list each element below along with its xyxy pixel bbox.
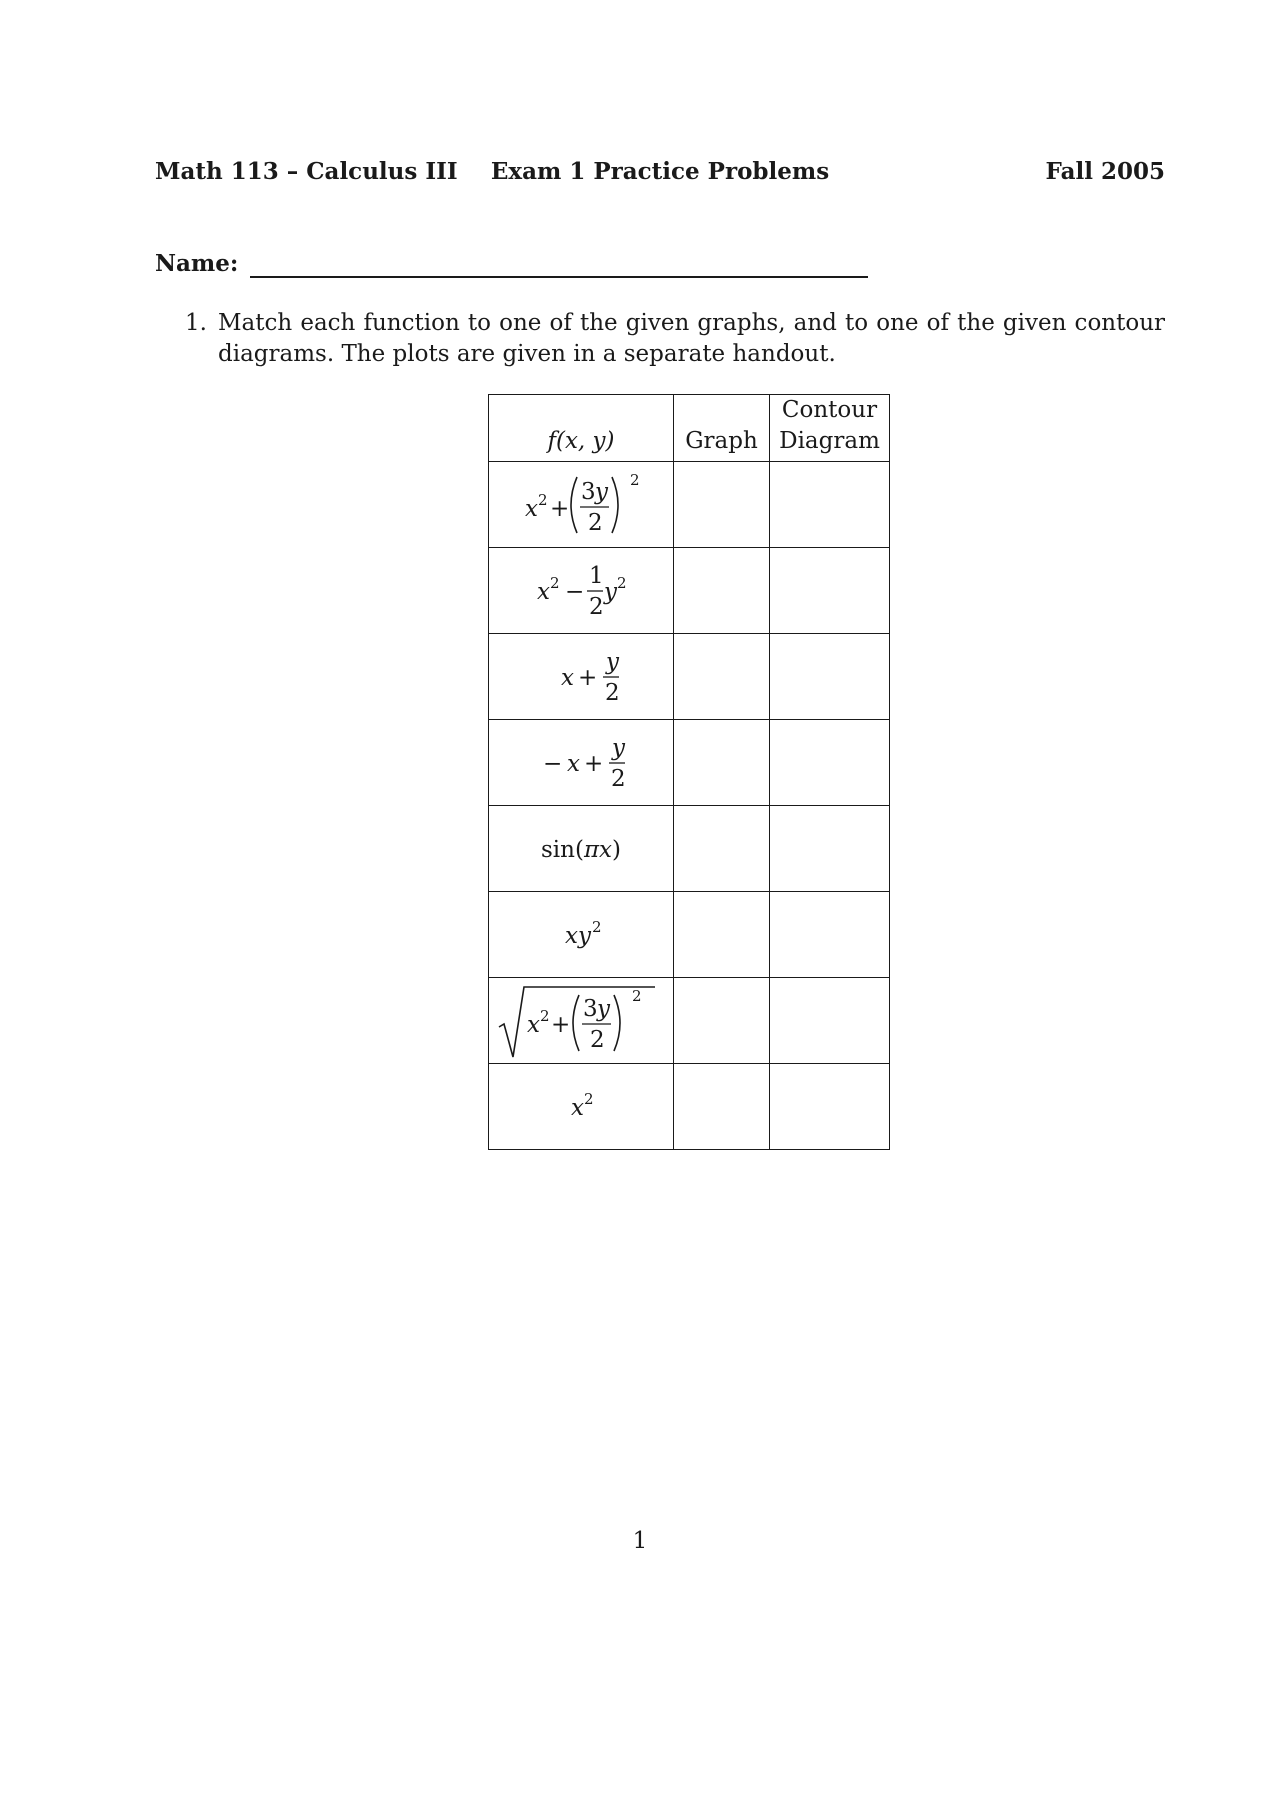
table-row (489, 462, 890, 548)
svg-text:2: 2 (617, 573, 627, 592)
svg-text:2: 2 (630, 470, 640, 489)
course-title: Math 113 – Calculus III (155, 158, 458, 185)
svg-text:+: + (578, 664, 598, 691)
contour-answer-cell[interactable] (770, 978, 890, 1064)
svg-text:x: x (537, 578, 550, 605)
problem-number: 1. (185, 310, 207, 336)
svg-text:2: 2 (590, 1026, 605, 1053)
name-label: Name: (155, 250, 239, 277)
table-row (489, 978, 890, 1064)
svg-text:y: y (612, 734, 625, 761)
formula-row-5 (501, 809, 661, 889)
svg-text:+: + (584, 750, 604, 777)
function-cell (489, 978, 674, 1064)
svg-text:x: x (525, 495, 538, 522)
term-label: Fall 2005 (1045, 158, 1165, 185)
contour-answer-cell[interactable] (770, 806, 890, 892)
svg-text:2: 2 (611, 765, 626, 792)
table-header-row (489, 395, 890, 462)
contour-answer-cell[interactable] (770, 1064, 890, 1150)
graph-answer-cell[interactable] (674, 462, 770, 548)
svg-text:2: 2 (540, 1006, 550, 1025)
formula-row-1 (501, 465, 661, 545)
svg-text:xy: xy (565, 922, 591, 949)
svg-text:y: y (597, 995, 610, 1022)
graph-answer-cell[interactable] (674, 548, 770, 634)
formula-row-3 (501, 637, 661, 717)
formula-row-8 (501, 1067, 661, 1147)
matching-table (488, 394, 890, 1150)
graph-answer-cell[interactable] (674, 720, 770, 806)
svg-text:3: 3 (583, 995, 598, 1022)
graph-answer-cell[interactable] (674, 634, 770, 720)
contour-answer-cell[interactable] (770, 548, 890, 634)
function-cell (489, 462, 674, 548)
function-cell (489, 1064, 674, 1150)
contour-answer-cell[interactable] (770, 720, 890, 806)
svg-text:1: 1 (589, 562, 604, 589)
table-row (489, 806, 890, 892)
svg-text:3: 3 (581, 478, 596, 505)
svg-text:2: 2 (589, 593, 604, 620)
table-row (489, 1064, 890, 1150)
function-cell (489, 548, 674, 634)
function-cell (489, 720, 674, 806)
problem-1 (185, 308, 1165, 370)
svg-text:2: 2 (632, 986, 642, 1005)
svg-text:2: 2 (592, 917, 602, 936)
header-function: f(x, y) (489, 395, 674, 462)
svg-text:+: + (551, 1011, 571, 1038)
header-contour (770, 395, 890, 462)
function-cell (489, 892, 674, 978)
svg-text:+: + (550, 495, 570, 522)
name-field-line[interactable] (250, 276, 868, 278)
formula-row-7 (493, 981, 669, 1061)
formula-row-6 (501, 895, 661, 975)
svg-text:−: − (543, 750, 563, 777)
svg-text:x: x (527, 1011, 540, 1038)
table-row (489, 634, 890, 720)
svg-text:x: x (567, 750, 580, 777)
graph-answer-cell[interactable] (674, 806, 770, 892)
svg-text:y: y (606, 648, 619, 675)
svg-text:−: − (565, 578, 585, 605)
problem-text: Match each function to one of the given graphs, and to one of the given contour diagrams. The plots are given in a separate handout. (218, 310, 1165, 367)
exam-title: Exam 1 Practice Problems (490, 158, 830, 185)
svg-text:y: y (595, 478, 608, 505)
svg-text:2: 2 (550, 573, 560, 592)
svg-text:2: 2 (584, 1089, 594, 1108)
table-row (489, 720, 890, 806)
svg-text:2: 2 (605, 679, 620, 706)
svg-text:2: 2 (588, 509, 603, 536)
header-contour-line2: Diagram (779, 428, 880, 454)
graph-answer-cell[interactable] (674, 978, 770, 1064)
page-header (155, 158, 1165, 192)
page-number: 1 (632, 1528, 648, 1554)
svg-text:y: y (604, 578, 617, 605)
table-row (489, 892, 890, 978)
function-cell (489, 806, 674, 892)
table-row (489, 548, 890, 634)
svg-text:2: 2 (538, 490, 548, 509)
header-graph: Graph (674, 395, 770, 462)
contour-answer-cell[interactable] (770, 892, 890, 978)
svg-text:x: x (571, 1094, 584, 1121)
contour-answer-cell[interactable] (770, 462, 890, 548)
svg-text:x: x (561, 664, 574, 691)
graph-answer-cell[interactable] (674, 892, 770, 978)
function-cell (489, 634, 674, 720)
contour-answer-cell[interactable] (770, 634, 890, 720)
svg-text:sin(πx): sin(πx) (540, 836, 622, 863)
header-contour-line1: Contour (781, 397, 878, 423)
formula-row-2 (501, 551, 661, 631)
graph-answer-cell[interactable] (674, 1064, 770, 1150)
formula-row-4 (501, 723, 661, 803)
